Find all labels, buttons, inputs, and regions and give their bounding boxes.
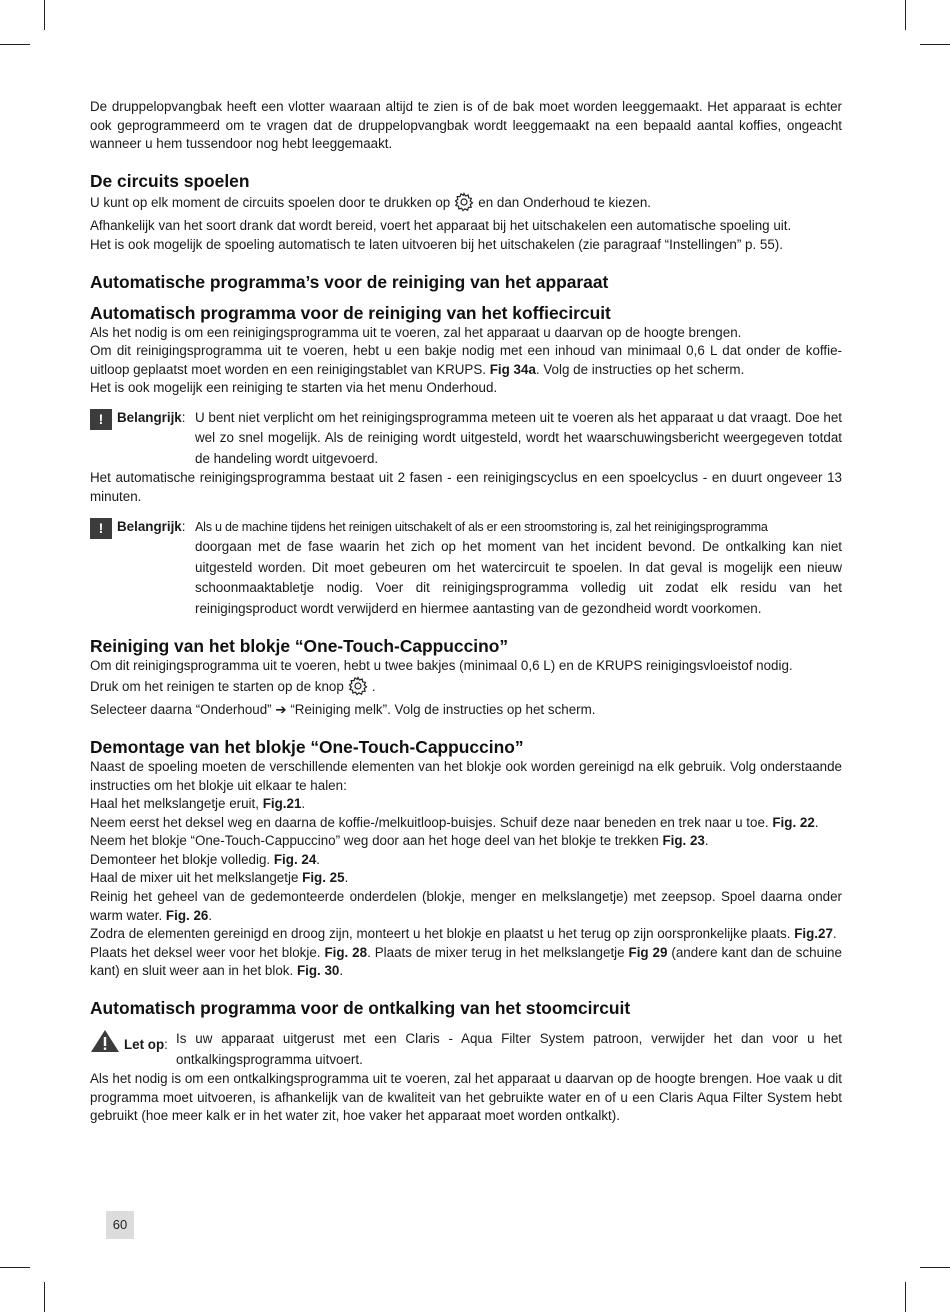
- paragraph: Plaats het deksel weer voor het blokje. Fig. 28. Plaats de mixer terug in het melkslangetje Fig 29 (andere kant dan de schuine kant) en sluit weer aan in het blok. Fig. 30.: [90, 944, 842, 979]
- paragraph: Neem eerst het deksel weg en daarna de koffie-/melkuitloop-buisjes. Schuif deze naar beneden en trek naar u toe. Fig. 22.: [90, 814, 819, 830]
- crop-mark: [44, 1282, 45, 1312]
- gear-icon: [454, 192, 474, 218]
- page-content: [90, 98, 842, 1126]
- important-note: [90, 408, 842, 470]
- exclamation-box-icon: !: [90, 518, 112, 539]
- paragraph: Haal de mixer uit het melkslangetje Fig. 25.: [90, 870, 349, 886]
- paragraph: Om dit reinigingsprogramma uit te voeren, hebt u twee bakjes (minimaal 0,6 L) en de KRUPS reinigingsvloeistof nodig.: [90, 658, 793, 674]
- note-label: ! Belangrijk:: [90, 517, 185, 539]
- paragraph: Het is ook mogelijk de spoeling automatisch te laten uitvoeren bij het uitschakelen (zie paragraaf “Instellingen” p. 55).: [90, 236, 783, 252]
- paragraph: Zodra de elementen gereinigd en droog zijn, monteert u het blokje en plaatst u het terug op zijn oorspronkelijke plaats. Fig.27.: [90, 926, 837, 942]
- section-title-koffiecircuit: Automatisch programma voor de reiniging van het koffiecircuit: [90, 302, 611, 323]
- section-title-circuits-spoelen: De circuits spoelen: [90, 170, 250, 191]
- section-title-demontage-blokje: Demontage van het blokje “One-Touch-Cappuccino”: [90, 736, 524, 757]
- paragraph: Als het nodig is om een reinigingsprogramma uit te voeren, zal het apparaat u daarvan op de hoogte brengen.: [90, 324, 742, 340]
- crop-mark: [905, 1282, 906, 1312]
- arrow-right-icon: ➔: [275, 702, 287, 718]
- warning-triangle-icon: [90, 1029, 120, 1059]
- note-text: Is uw apparaat uitgerust met een Claris - Aqua Filter System patroon, verwijder het dan voor u het ontkalkingsprogramma uitvoert.: [176, 1031, 842, 1067]
- important-note: [90, 517, 842, 620]
- paragraph: Naast de spoeling moeten de verschillende elementen van het blokje ook worden gereinigd na elk gebruik. Volg onderstaande instructies om het blokje uit elkaar te halen:: [90, 758, 842, 793]
- paragraph: Reinig het geheel van de gedemonteerde onderdelen (blokje, menger en melkslangetje) met zeepsop. Spoel daarna onder warm water. Fig. 26.: [90, 889, 842, 923]
- crop-mark: [905, 0, 906, 30]
- warning-note: [90, 1029, 842, 1070]
- paragraph: Afhankelijk van het soort drank dat wordt bereid, voert het apparaat bij het uitschakelen een automatische spoeling uit.: [90, 218, 792, 234]
- paragraph: U kunt op elk moment de circuits spoelen door te drukken op en dan Onderhoud te kiezen.: [90, 192, 842, 218]
- paragraph: Selecteer daarna “Onderhoud” ➔ “Reiniging melk”. Volg de instructies op het scherm.: [90, 702, 596, 718]
- paragraph: Demonteer het blokje volledig. Fig. 24.: [90, 851, 321, 867]
- note-label: ! Belangrijk:: [90, 408, 185, 430]
- paragraph: Om dit reinigingsprogramma uit te voeren, hebt u een bakje nodig met een inhoud van minimaal 0,6 L dat onder de koffie-uitloop geplaatst moet worden en een reinigingstablet van KRUPS. Fig 34a. Volg de instructies op het scherm.: [90, 343, 842, 377]
- note-label: Let op:: [90, 1029, 168, 1059]
- note-text-first-line: Als u de machine tijdens het reinigen uitschakelt of als er een stroomstoring is, zal het reinigingsprogramma: [195, 519, 768, 534]
- crop-mark: [920, 44, 950, 45]
- intro-paragraph: De druppelopvangbak heeft een vlotter waaraan altijd te zien is of de bak moet worden leeggemaakt. Het apparaat is echter ook geprogrammeerd om te vragen dat de druppelopvangbak wordt leeggemaakt na een bepaald aantal koffies, ongeacht wanneer u hem tussendoor nog hebt leeggemaakt.: [90, 99, 842, 152]
- crop-mark: [44, 0, 45, 30]
- paragraph: Als het nodig is om een ontkalkingsprogramma uit te voeren, zal het apparaat u daarvan op de hoogte brengen. Hoe vaak u dit programma moet uitvoeren, is afhankelijk van de kwaliteit van het gebruikte water en of u een Claris Aqua Filter System hebt gebruikt (hoe meer kalk er in het water zit, hoe vaker het apparaat moet worden ontkalkt).: [90, 1071, 842, 1124]
- section-title-ontkalking-stoomcircuit: Automatisch programma voor de ontkalking van het stoomcircuit: [90, 998, 631, 1019]
- crop-mark: [0, 44, 30, 45]
- note-text: U bent niet verplicht om het reinigingsprogramma meteen uit te voeren als het apparaat u dat vraagt. Doe het wel zo snel mogelijk. Als de reiniging wordt uitgesteld, wordt het waarschuwingsbericht weergegeven totdat de handeling wordt uitgevoerd.: [195, 409, 842, 466]
- page-number: 60: [106, 1211, 134, 1239]
- crop-mark: [920, 1267, 950, 1268]
- paragraph: Het is ook mogelijk een reiniging te starten via het menu Onderhoud.: [90, 380, 498, 396]
- exclamation-box-icon: !: [90, 409, 112, 430]
- section-title-automatische-programmas: Automatische programma’s voor de reiniging van het apparaat: [90, 271, 609, 292]
- note-text: doorgaan met de fase waarin het zich op het moment van het incident bevond. De ontkalking kan niet uitgesteld worden. Dit moet gebeuren om het watercircuit te spoelen. In dat geval is mogelijk een nieuw schoonmaaktabletje nodig. Voer dit reinigingsprogramma volledig uit zodat elk residu van het reinigingsproduct wordt verwijderd en hiermee aantasting van de gezondheid wordt voorkomen.: [195, 539, 842, 616]
- crop-mark: [0, 1267, 30, 1268]
- section-title-reiniging-blokje: Reiniging van het blokje “One-Touch-Cappuccino”: [90, 636, 509, 657]
- paragraph: Het automatische reinigingsprogramma bestaat uit 2 fasen - een reinigingscyclus en een spoelcyclus - en duurt ongeveer 13 minuten.: [90, 470, 842, 505]
- gear-icon: [348, 676, 368, 702]
- paragraph: Neem het blokje “One-Touch-Cappuccino” weg door aan het hoge deel van het blokje te trekken Fig. 23.: [90, 833, 709, 849]
- paragraph: Druk om het reinigen te starten op de knop .: [90, 676, 842, 702]
- paragraph: Haal het melkslangetje eruit, Fig.21.: [90, 796, 306, 812]
